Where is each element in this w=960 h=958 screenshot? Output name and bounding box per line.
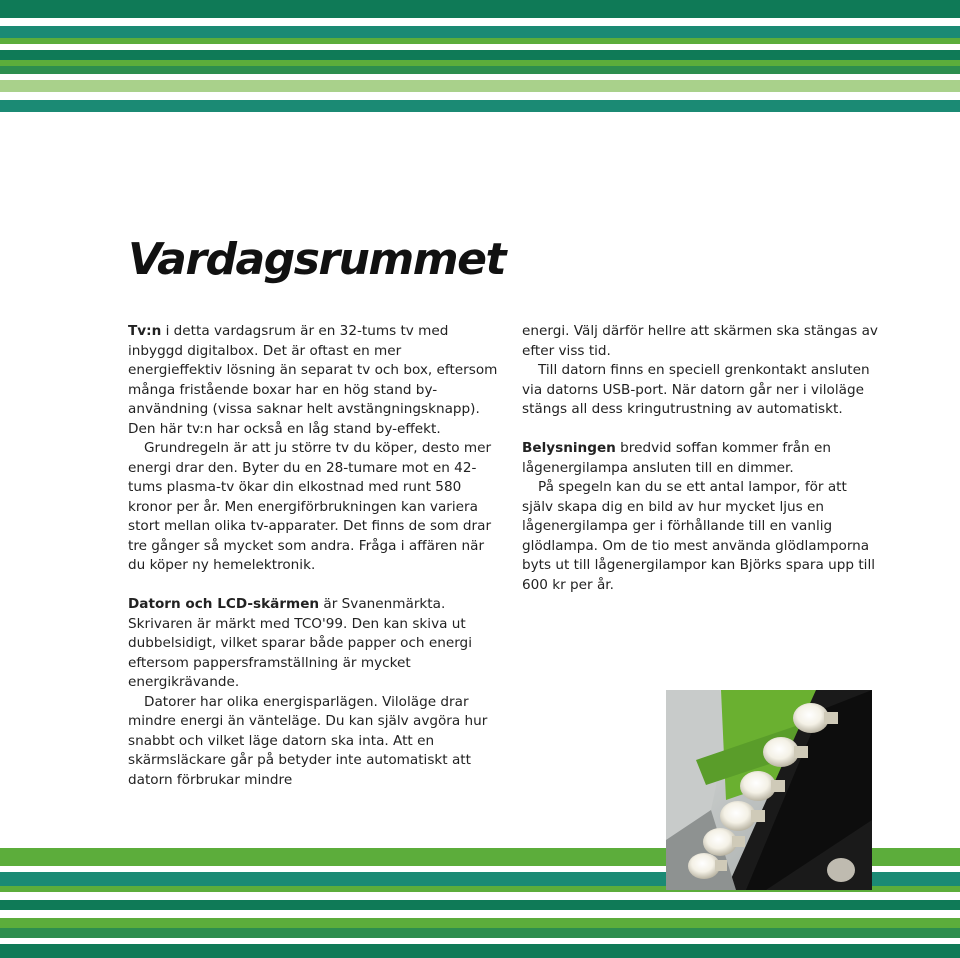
mirror-lamps-photo	[666, 690, 872, 890]
paragraph-mirror-lamps: På spegeln kan du se ett antal lampor, för att själv skapa dig en bild av hur mycket ljus en lågenergilampa ger i förhållande till en vanlig glödlampa. Om de tio mest använda glödlamporna byts ut till lågenergilampor kan Björks spara upp till 600 kr per år.	[522, 479, 876, 593]
lead-tv: Tv:n	[128, 323, 162, 339]
mirror-lamps-illustration	[666, 690, 872, 890]
text-column-left	[128, 322, 498, 790]
top-stripe-band	[0, 0, 960, 112]
paragraph-tv: Tv:n i detta vardagsrum är en 32-tums tv med inbyggd digitalbox. Det är oftast en mer energieffektiv lösning än separat tv och box, eftersom många fristående boxar har en hög stand by-användning (vissa saknar helt avstängningsknapp). Den här tv:n har också en låg stand by-effekt.	[128, 323, 498, 437]
lead-computer: Datorn och LCD-skärmen	[128, 596, 320, 612]
paragraph-screen-off: energi. Välj därför hellre att skärmen ska stängas av efter viss tid.	[522, 323, 878, 359]
lead-lighting: Belysningen	[522, 440, 616, 456]
paragraph-computer: Datorn och LCD-skärmen är Svanenmärkta. Skrivaren är märkt med TCO'99. Den kan skiva ut dubbelsidigt, vilket sparar både papper och energi eftersom pappersframställning är mycket energikrävande.	[128, 596, 472, 690]
text-column-right	[522, 322, 882, 595]
page-title: Vardagsrummet	[128, 234, 505, 285]
paragraph-lighting: Belysningen bredvid soffan kommer från en lågenergilampa ansluten till en dimmer.	[522, 440, 831, 476]
paragraph-power-strip: Till datorn finns en speciell grenkontakt ansluten via datorns USB-port. När datorn går ner i viloläge stängs all dess kringutrustning av automatiskt.	[522, 362, 870, 417]
paragraph-energy-modes: Datorer har olika energisparlägen. Viloläge drar mindre energi än vänteläge. Du kan själv avgöra hur snabbt och vilket läge datorn ska inta. Att en skärmsläckare går på betyder inte automatiskt att datorn förbrukar mindre	[128, 693, 488, 788]
paragraph-tv-size: Grundregeln är att ju större tv du köper, desto mer energi drar den. Byter du en 28-tumare mot en 42-tums plasma-tv ökar din elkostnad med runt 580 kronor per år. Men energiförbrukningen kan variera stort mellan olika tv-apparater. Det finns de som drar tre gånger så mycket som andra. Fråga i affären när du köper ny hemelektronik.	[128, 440, 492, 573]
